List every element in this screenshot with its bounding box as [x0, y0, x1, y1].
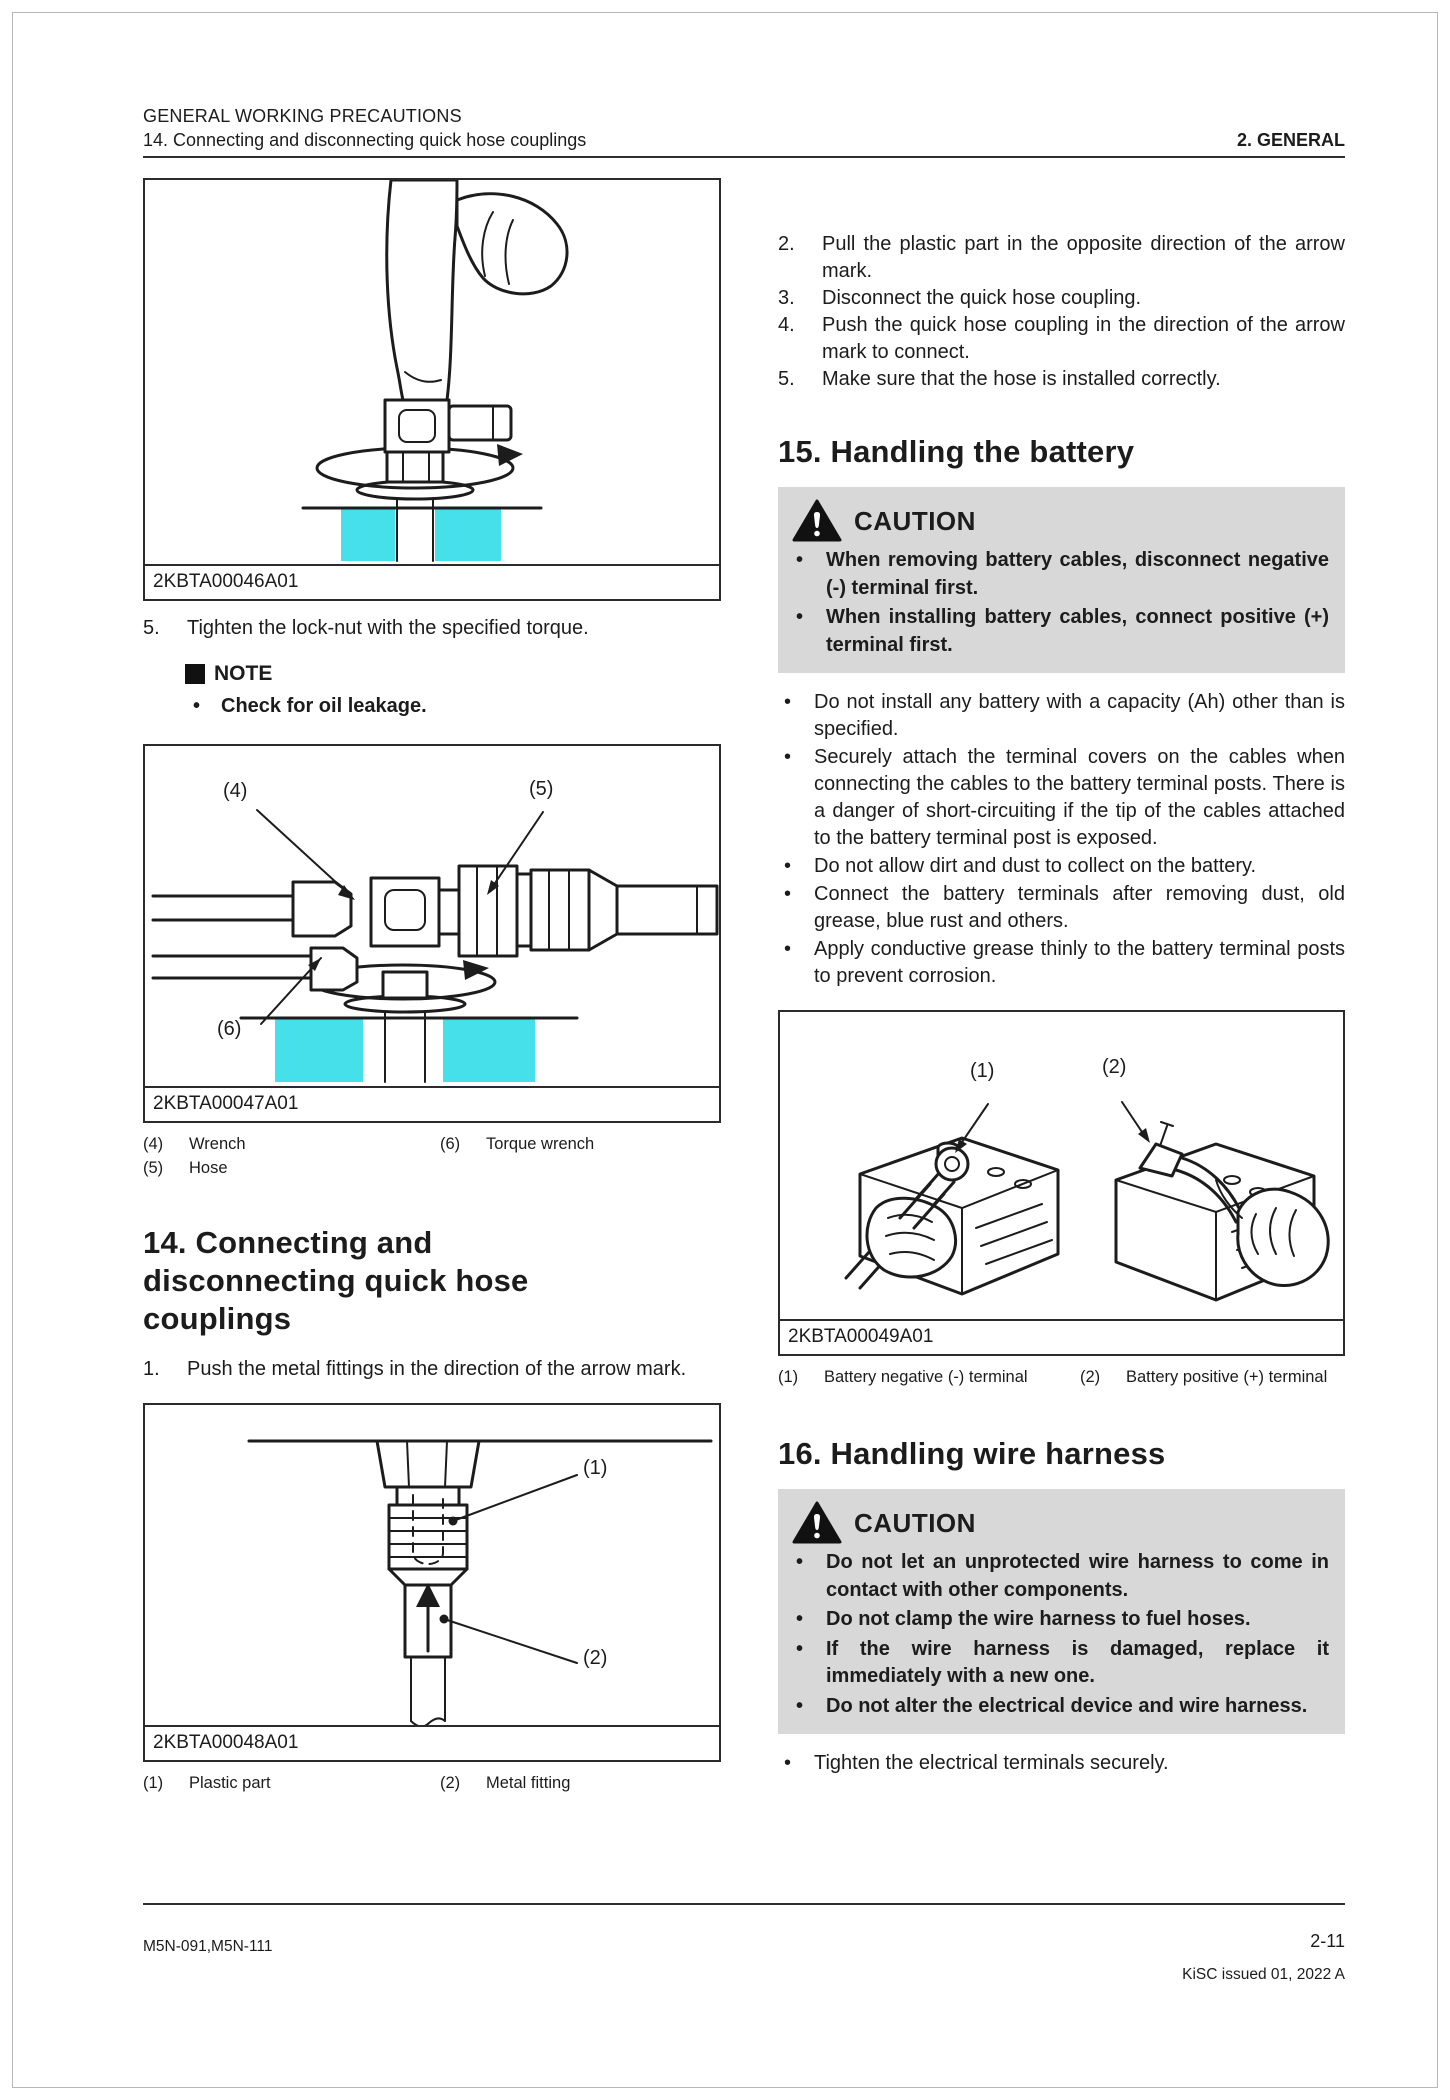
callout-2: (2)	[583, 1647, 608, 1669]
header-rule	[143, 156, 1345, 158]
caution-item: • If the wire harness is damaged, replace it immediately with a new one.	[792, 1636, 1329, 1691]
figure-label: 2KBTA00047A01	[145, 1086, 719, 1121]
battery-notes	[778, 689, 1345, 990]
step-5	[143, 615, 721, 642]
step-4: 4. Push the quick hose coupling in the direction of the arrow mark to connect.	[778, 314, 1345, 363]
callout-4: (4)	[223, 780, 248, 802]
section-15-title: 15. Handling the battery	[778, 434, 1135, 469]
legend-item: (2) Battery positive (+) terminal	[1080, 1368, 1328, 1386]
bullet-item: • Do not install any battery with a capacity (Ah) other than is specified.	[778, 689, 1345, 743]
callout-5: (5)	[529, 778, 554, 800]
figure-coupling	[143, 1403, 721, 1762]
doc-title: GENERAL WORKING PRECAUTIONS	[143, 106, 462, 126]
legend-wrench	[143, 1132, 721, 1180]
figure-locknut	[143, 178, 721, 601]
footer-rule	[143, 1903, 1345, 1905]
caution-title: CAUTION	[854, 505, 976, 536]
warning-triangle-icon	[792, 499, 842, 543]
note-item: • Check for oil leakage.	[185, 693, 721, 720]
step-3: 3. Disconnect the quick hose coupling.	[778, 287, 1142, 309]
legend-item: (5) Hose	[143, 1159, 228, 1177]
legend-item: (1) Plastic part	[143, 1774, 271, 1792]
caution-item: • When installing battery cables, connect positive (+) terminal first.	[792, 604, 1329, 659]
step-text: Push the metal fittings in the direction of the arrow mark.	[187, 1358, 687, 1380]
caution-item: • When removing battery cables, disconnect negative (-) terminal first.	[792, 547, 1329, 602]
figure-label: 2KBTA00049A01	[780, 1319, 1343, 1354]
callout-6: (6)	[217, 1018, 242, 1040]
harness-notes	[778, 1750, 1345, 1777]
caution-item: • Do not let an unprotected wire harness to come in contact with other components.	[792, 1549, 1329, 1604]
figure-label: 2KBTA00048A01	[145, 1725, 719, 1760]
header-chapter: 2. GENERAL	[1236, 130, 1345, 150]
footer-issue-note: KiSC issued 01, 2022 A	[1182, 1966, 1345, 1983]
callout-1: (1)	[970, 1060, 995, 1082]
bullet-item: • Connect the battery terminals after removing dust, old grease, blue rust and others.	[778, 881, 1345, 935]
legend-item: (1) Battery negative (-) terminal	[778, 1368, 1028, 1386]
step-1	[143, 1356, 721, 1383]
header-section-line: 14. Connecting and disconnecting quick hose couplings	[143, 130, 587, 150]
figure-wrench	[143, 744, 721, 1123]
legend-item: (2) Metal fitting	[440, 1774, 571, 1792]
bullet-item: • Do not allow dirt and dust to collect on the battery.	[778, 853, 1345, 880]
note-title: NOTE	[214, 662, 273, 685]
caution-battery	[778, 487, 1345, 673]
locknut-illustration	[145, 180, 719, 564]
section-16-title: 16. Handling wire harness	[778, 1436, 1166, 1471]
bullet-item: • Tighten the electrical terminals securely.	[778, 1750, 1345, 1777]
legend-battery	[778, 1365, 1345, 1389]
left-column	[143, 178, 721, 1795]
caution-item: • Do not alter the electrical device and wire harness.	[792, 1693, 1329, 1721]
caution-harness	[778, 1489, 1345, 1734]
legend-item: (6) Torque wrench	[440, 1135, 595, 1153]
right-column	[778, 231, 1345, 1777]
legend-coupling	[143, 1771, 721, 1795]
footer-model-codes: M5N-091,M5N-111	[143, 1938, 273, 1955]
bullet-item: • Securely attach the terminal covers on the cables when connecting the cables to the battery terminal posts. There is a danger of short-circuiting if the tip of the cables attached to the battery terminal post is exposed.	[778, 744, 1345, 852]
section-14-title: 14. Connecting and disconnecting quick hose couplings	[143, 1225, 529, 1336]
caution-item: • Do not clamp the wire harness to fuel hoses.	[792, 1606, 1329, 1634]
bullet-item: • Apply conductive grease thinly to the battery terminal posts to prevent corrosion.	[778, 936, 1345, 990]
page-header	[143, 106, 1345, 158]
caution-title: CAUTION	[854, 1507, 976, 1538]
step-5-right: 5. Make sure that the hose is installed correctly.	[778, 368, 1221, 390]
note-square-icon	[185, 664, 205, 684]
legend-item: (4) Wrench	[143, 1135, 246, 1153]
note-block	[185, 662, 721, 720]
callout-2: (2)	[1102, 1056, 1127, 1078]
figure-battery	[778, 1010, 1345, 1356]
callout-1: (1)	[583, 1457, 608, 1479]
battery-illustration	[780, 1012, 1343, 1319]
warning-triangle-icon	[792, 1501, 842, 1545]
figure-label: 2KBTA00046A01	[145, 564, 719, 599]
footer-page-number: 2-11	[1310, 1931, 1345, 1951]
coupling-illustration	[145, 1405, 719, 1725]
step-text: Tighten the lock-nut with the specified torque.	[187, 617, 589, 639]
step-2: 2. Pull the plastic part in the opposite direction of the arrow mark.	[778, 233, 1345, 282]
step-number: 5.	[143, 617, 160, 639]
step-number: 1.	[143, 1358, 160, 1380]
